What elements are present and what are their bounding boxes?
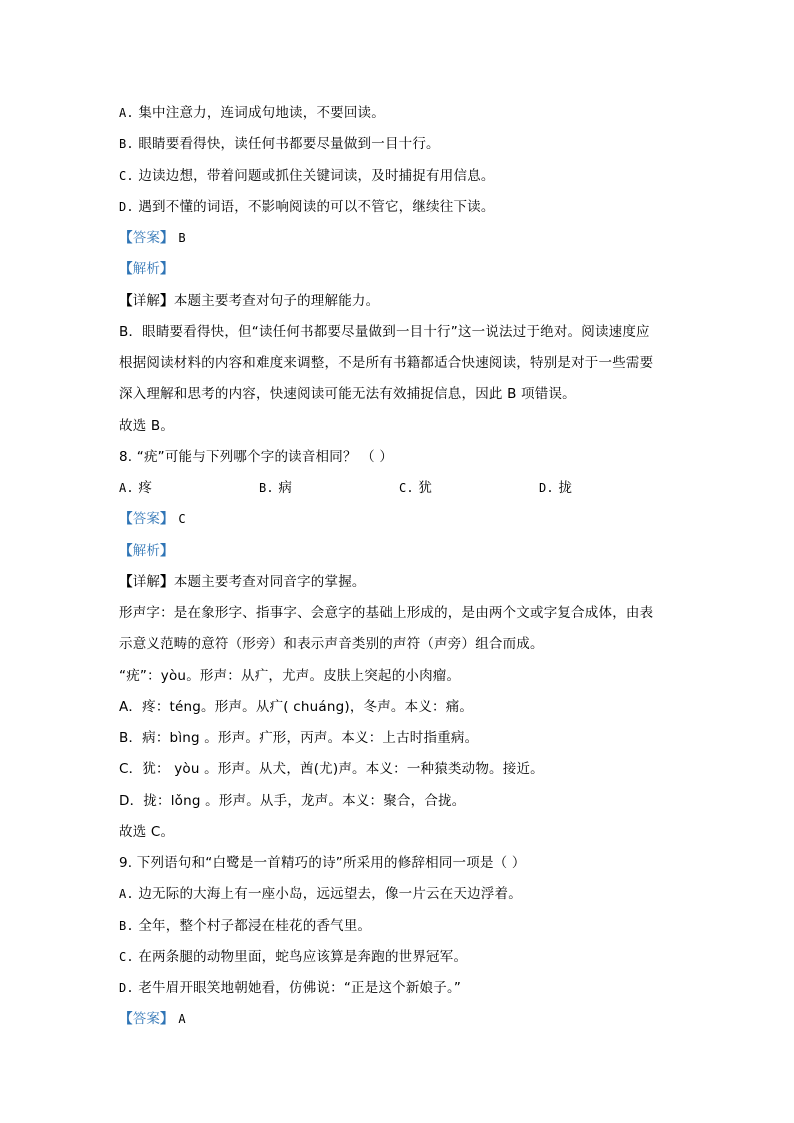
q8-explanation-line: C．犹： yòu 。形声。从犬，酋(尤)声。本义：一种猿类动物。接近。	[119, 761, 544, 778]
q7-conclusion: 故选 B。	[119, 417, 175, 434]
q7-explanation-line: B．眼睛要看得快，但“读任何书都要尽量做到一目十行”这一说法过于绝对。阅读速度应	[119, 323, 650, 340]
option-text: 遇到不懂的词语，不影响阅读的可以不管它，继续往下读。	[138, 198, 495, 215]
q8-detail	[119, 572, 679, 603]
answer-value: C	[178, 512, 186, 527]
q8-explanation-line: 形声字：是在象形字、指事字、会意字的基础上形成的，是由两个文或字复合成体，由表	[119, 605, 654, 621]
option-key: A.	[119, 106, 134, 120]
q7-option-c	[119, 166, 679, 197]
q9-option-b: B. 全年，整个村子都浸在桂花的香气里。	[119, 917, 372, 934]
detail-label: 【详解】	[119, 292, 174, 309]
q7-detail	[119, 291, 679, 322]
q9-option-c: C. 在两条腿的动物里面，蛇鸟应该算是奔跑的世界冠军。	[119, 948, 468, 965]
answer-label: 【答案】	[119, 1011, 174, 1028]
q7-answer	[119, 228, 679, 259]
option-key: B.	[119, 137, 134, 152]
q8-analysis-heading	[119, 541, 679, 572]
option-text: 眼睛要看得快，读任何书都要尽量做到一目十行。	[138, 136, 440, 153]
answer-value: A	[178, 1012, 186, 1027]
q8-option-c: C. 犹	[399, 480, 433, 496]
q7-option-d	[119, 197, 679, 228]
q8-explanation-line: 示意义范畴的意符（形旁）和表示声音类别的声符（声旁）组合而成。	[119, 636, 544, 653]
detail-text: 本题主要考查对句子的理解能力。	[173, 292, 380, 309]
detail-text: 本题主要考查对同音字的掌握。	[173, 573, 366, 590]
answer-label: 【答案】	[119, 511, 174, 528]
q8-explanation-line: B．病：bìng 。形声。疒形，丙声。本义：上古时指重病。	[119, 730, 479, 746]
q8-option-d: D. 拢	[539, 480, 573, 496]
q8-conclusion: 故选 C。	[119, 823, 175, 840]
q8-answer	[119, 509, 679, 540]
q8-explanation-line: D．拢：lǒng 。形声。从手，龙声。本义：聚合，合拢。	[119, 792, 466, 809]
q8-stem: 8. “疣”可能与下列哪个字的读音相同？ （ ）	[119, 448, 394, 465]
q8-option-a: A. 疼	[119, 480, 153, 496]
q8-explanation-line: A．疼：téng。形声。从疒( chuáng)，冬声。本义：痛。	[119, 698, 474, 715]
detail-label: 【详解】	[119, 573, 174, 590]
q7-explanation-line: 深入理解和思考的内容，快速阅读可能无法有效捕捉信息，因此 B 项错误。	[119, 386, 576, 403]
q9-option-d: D. 老牛眉开眼笑地朝她看，仿佛说：“正是这个新娘子。”	[119, 980, 462, 996]
option-text: 边读边想，带着问题或抓住关键词读，及时捕捉有用信息。	[138, 167, 495, 184]
q9-answer	[119, 1009, 679, 1040]
answer-label: 【答案】	[119, 230, 174, 246]
document-page	[119, 103, 679, 1041]
q9-option-a: A. 边无际的大海上有一座小岛，远远望去，像一片云在天边浮着。	[119, 886, 522, 903]
answer-value: B	[178, 231, 186, 245]
option-key: D.	[119, 199, 134, 214]
q7-explanation-line: 根据阅读材料的内容和难度来调整，不是所有书籍都适合快速阅读，特别是对于一些需要	[119, 355, 654, 371]
q7-analysis-heading	[119, 259, 679, 290]
analysis-label: 【解析】	[119, 542, 174, 559]
option-key: C.	[119, 168, 134, 183]
option-text: 集中注意力，连词成句地读，不要回读。	[138, 105, 385, 121]
q8-option-b: B. 病	[259, 480, 293, 496]
q8-explanation-line: “疣”：yòu。形声：从疒，尤声。皮肤上突起的小肉瘤。	[119, 667, 461, 684]
q9-stem: 9. 下列语句和“白鹭是一首精巧的诗”所采用的修辞相同一项是（ ）	[119, 855, 526, 871]
q7-option-b	[119, 134, 679, 165]
q8-options	[119, 478, 679, 509]
q7-option-a	[119, 103, 679, 134]
analysis-label: 【解析】	[119, 261, 174, 278]
